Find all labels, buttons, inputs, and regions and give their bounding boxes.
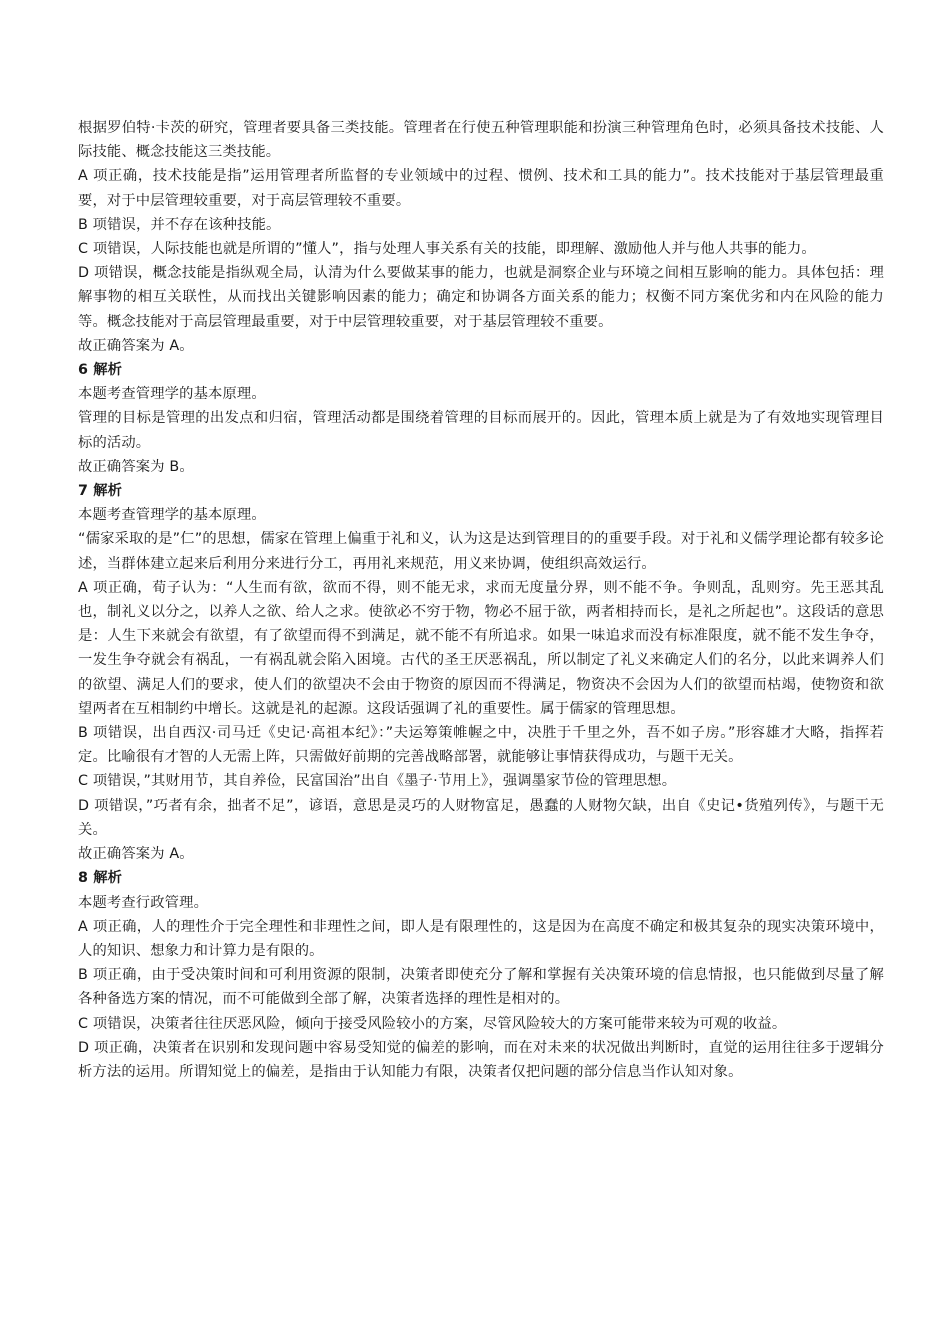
s5-option-d: D 项错误，概念技能是指纵观全局，认清为什么要做某事的能力，也就是洞察企业与环境之间相互影响的能力。具体包括：理解事物的相互关联性，从而找出关键影响因素的能力；确定和协调各方面关系的能力；权衡不同方案优劣和内在风险的能力等。概念技能对于高层管理最重要，对于中层管理较重要，对于基层管理较不重要。 — [78, 265, 884, 330]
s6-topic: 本题考查管理学的基本原理。 — [78, 386, 266, 403]
document-page — [78, 116, 884, 1084]
s5-option-c: C 项错误，人际技能也就是所谓的”懂人”，指与处理人事关系有关的技能，即理解、激励他人并与他人共事的能力。 — [78, 241, 816, 258]
s8-heading: 8 解析 — [78, 870, 123, 887]
s7-body: “儒家采取的是”仁”的思想，儒家在管理上偏重于礼和义，认为这是达到管理目的的重要手段。对于礼和义儒学理论都有较多论述，当群体建立起来后利用分来进行分工，再用礼来规范，用义来协调，使组织高效运行。 — [78, 531, 884, 572]
s7-topic: 本题考查管理学的基本原理。 — [78, 507, 266, 524]
s6-heading: 6 解析 — [78, 362, 123, 379]
s8-topic: 本题考查行政管理。 — [78, 894, 209, 911]
s7-option-a: A 项正确，荀子认为：“人生而有欲，欲而不得，则不能无求，求而无度量分界，则不能不争。争则乱，乱则穷。先王恶其乱也，制礼义以分之，以养人之欲、给人之求。使欲必不穷于物，物必不屈于欲，两者相持而长，是礼之所起也”。这段话的意思是：人生下来就会有欲望，有了欲望而得不到满足，就不能不有所追求。如果一味追求而没有标准限度，就不能不发生争夺，一发生争夺就会有祸乱，一有祸乱就会陷入困境。古代的圣王厌恶祸乱，所以制定了礼义来确定人们的名分，以此来调养人们的欲望、满足人们的要求，使人们的欲望决不会由于物资的原因而不得满足，物资决不会因为人们的欲望而枯竭，使物资和欲望两者在互相制约中增长。这就是礼的起源。这段话强调了礼的重要性。属于儒家的管理思想。 — [78, 579, 884, 717]
s8-option-a: A 项正确，人的理性介于完全理性和非理性之间，即人是有限理性的，这是因为在高度不确定和极其复杂的现实决策环境中，人的知识、想象力和计算力是有限的。 — [78, 918, 884, 959]
s5-intro: 根据罗伯特·卡茨的研究，管理者要具备三类技能。管理者在行使五种管理职能和扮演三种管理角色时，必须具备技术技能、人际技能、概念技能这三类技能。 — [78, 120, 884, 161]
s6-body: 管理的目标是管理的出发点和归宿，管理活动都是围绕着管理的目标而展开的。因此，管理本质上就是为了有效地实现管理目标的活动。 — [78, 410, 884, 451]
s8-option-d: D 项正确，决策者在识别和发现问题中容易受知觉的偏差的影响，而在对未来的状况做出判断时，直觉的运用往往多于逻辑分析方法的运用。所谓知觉上的偏差，是指由于认知能力有限，决策者仅把问题的部分信息当作认知对象。 — [78, 1039, 884, 1080]
s7-heading: 7 解析 — [78, 483, 123, 500]
s5-option-b: B 项错误，并不存在该种技能。 — [78, 216, 281, 233]
s7-answer: 故正确答案为 A。 — [78, 846, 194, 863]
s7-option-b: B 项错误，出自西汉·司马迁《史记·高祖本纪》：”夫运筹策帷幄之中，决胜于千里之外，吾不如子房。”形容雄才大略，指挥若定。比喻很有才智的人无需上阵，只需做好前期的完善战略部署，就能够让事情获得成功，与题干无关。 — [78, 725, 884, 766]
s5-answer: 故正确答案为 A。 — [78, 337, 194, 354]
s7-option-c: C 项错误，”其财用节，其自养俭，民富国治”出自《墨子·节用上》，强调墨家节俭的管理思想。 — [78, 773, 677, 790]
s7-option-d: D 项错误，”巧者有余，拙者不足”，谚语，意思是灵巧的人财物富足，愚蠢的人财物欠缺，出自《史记•货殖列传》，与题干无关。 — [78, 797, 884, 838]
s5-option-a: A 项正确，技术技能是指”运用管理者所监督的专业领域中的过程、惯例、技术和工具的能力”。技术技能对于基层管理最重要，对于中层管理较重要，对于高层管理较不重要。 — [78, 168, 884, 209]
s8-option-b: B 项正确，由于受决策时间和可利用资源的限制，决策者即使充分了解和掌握有关决策环境的信息情报，也只能做到尽量了解各种备选方案的情况，而不可能做到全部了解，决策者选择的理性是相对的。 — [78, 967, 884, 1008]
s8-option-c: C 项错误，决策者往往厌恶风险，倾向于接受风险较小的方案，尽管风险较大的方案可能带来较为可观的收益。 — [78, 1015, 787, 1032]
s6-answer: 故正确答案为 B。 — [78, 458, 194, 475]
